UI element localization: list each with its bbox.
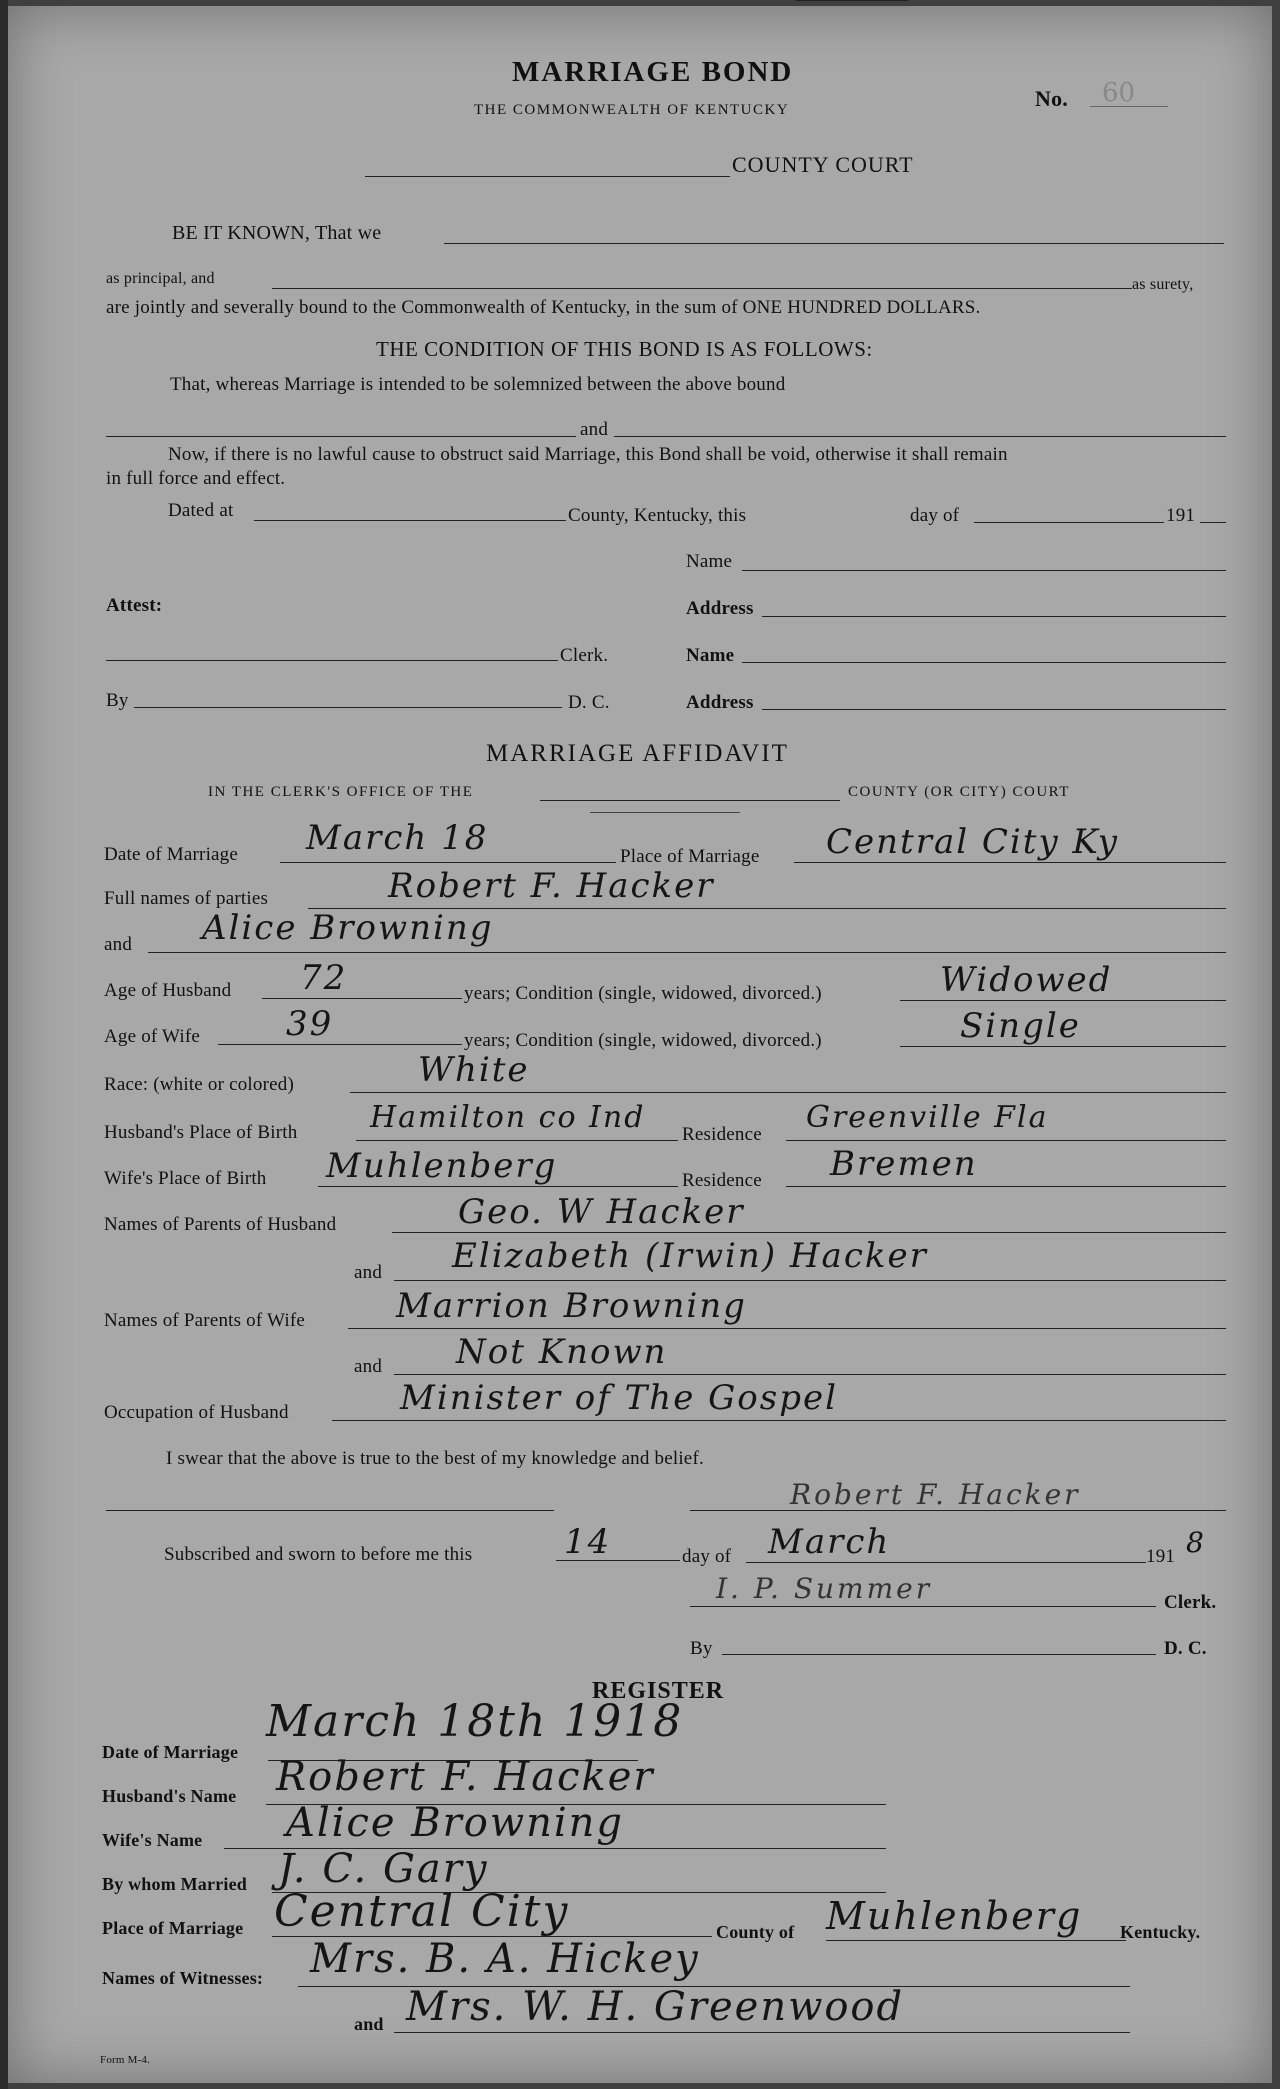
- principal-line: [444, 243, 1224, 244]
- affiant-line: [690, 1510, 1226, 1511]
- subscribed-label: Subscribed and sworn to before me this: [164, 1544, 473, 1565]
- affidavit-clerk-label: Clerk.: [1164, 1592, 1217, 1613]
- full-names-label: Full names of parties: [104, 888, 269, 909]
- jointly-bound: are jointly and severally bound to the Commonwealth of Kentucky, in the sum of ONE HUNDRED DOLLARS.: [106, 297, 981, 318]
- by-label: By: [106, 690, 129, 711]
- register-witness1-value: Mrs. B. A. Hickey: [310, 1936, 700, 1982]
- register-husband-value: Robert F. Hacker: [276, 1754, 655, 1800]
- husband-full-name-value: Robert F. Hacker: [388, 866, 715, 906]
- register-witness2-value: Mrs. W. H. Greenwood: [406, 1984, 905, 2030]
- age-husband-label: Age of Husband: [104, 980, 232, 1001]
- condition-wife-label: years; Condition (single, widowed, divorced.): [464, 1030, 822, 1051]
- name1-label: Name: [686, 551, 733, 572]
- age-wife-line: [218, 1044, 462, 1045]
- dated-at-label: Dated at: [168, 500, 234, 521]
- wife-birthplace-label: Wife's Place of Birth: [104, 1168, 267, 1189]
- register-officiant-value: J. C. Gary: [278, 1846, 489, 1892]
- register-husband-label: Husband's Name: [102, 1786, 237, 1806]
- husband-mother-value: Elizabeth (Irwin) Hacker: [452, 1236, 928, 1276]
- place-line: [794, 862, 1226, 863]
- husband-father-value: Geo. W Hacker: [458, 1192, 745, 1232]
- and-label: and: [580, 419, 609, 440]
- parents-wife-line: [348, 1328, 1226, 1329]
- and-wife-mother-label: and: [354, 1356, 383, 1377]
- bond-subtitle: THE COMMONWEALTH OF KENTUCKY: [474, 102, 790, 118]
- affiant-signature: Robert F. Hacker: [790, 1478, 1081, 1511]
- register-date-value: March 18th 1918: [266, 1696, 684, 1747]
- race-label: Race: (white or colored): [104, 1074, 294, 1095]
- affidavit-county-line: [540, 800, 840, 801]
- register-county-value: Muhlenberg: [826, 1894, 1083, 1938]
- husband-birthplace-line: [356, 1140, 678, 1141]
- be-it-known: BE IT KNOWN, That we: [172, 222, 382, 244]
- sworn-month-value: March: [768, 1522, 891, 1562]
- husband-residence-value: Greenville Fla: [806, 1100, 1049, 1135]
- as-principal: as principal, and: [106, 270, 215, 287]
- condition-husband-label: years; Condition (single, widowed, divorced.): [464, 983, 822, 1004]
- as-surety: as surety,: [1132, 276, 1194, 293]
- husband-birthplace-value: Hamilton co Ind: [370, 1100, 646, 1135]
- sworn-day-value: 14: [564, 1522, 612, 1562]
- register-officiant-label: By whom Married: [102, 1874, 247, 1894]
- county-court-label: COUNTY COURT: [732, 152, 914, 177]
- affidavit-title: MARRIAGE AFFIDAVIT: [486, 740, 789, 767]
- sworn-month-line: [746, 1562, 1146, 1563]
- address2-label: Address: [686, 692, 754, 713]
- condition-husband-line: [900, 1000, 1226, 1001]
- date-of-marriage-label: Date of Marriage: [104, 844, 239, 865]
- county-line: [365, 176, 730, 177]
- month-line: [974, 522, 1164, 523]
- wife-father-value: Marrion Browning: [396, 1286, 747, 1326]
- whereas-text: That, whereas Marriage is intended to be solemnized between the above bound: [170, 374, 786, 395]
- husband-residence-label: Residence: [682, 1124, 762, 1145]
- affiant-left-line: [106, 1510, 554, 1511]
- clerk-line: [106, 660, 558, 661]
- age-wife-label: Age of Wife: [104, 1026, 201, 1047]
- bond-number-label: No.: [1035, 86, 1068, 111]
- full-force-text: in full force and effect.: [106, 468, 286, 489]
- day-line: [796, 0, 908, 1]
- affidavit-county-line2: [590, 812, 740, 813]
- by-line: [134, 707, 562, 708]
- name1-line: [742, 570, 1226, 571]
- date-line: [280, 862, 616, 863]
- parents-husband-label: Names of Parents of Husband: [104, 1214, 337, 1235]
- form-number: Form M-4.: [100, 2054, 151, 2066]
- condition-heading: THE CONDITION OF THIS BOND IS AS FOLLOWS:: [376, 337, 873, 361]
- and-husband-mother-label: and: [354, 1262, 383, 1283]
- now-if-text: Now, if there is no lawful cause to obstruct said Marriage, this Bond shall be void, otherwise it shall remain: [168, 444, 1008, 465]
- sworn-year-prefix: 191: [1146, 1546, 1176, 1567]
- parents-husband-line: [392, 1232, 1226, 1233]
- register-title: REGISTER: [592, 1678, 725, 1704]
- wife-residence-label: Residence: [682, 1170, 762, 1191]
- wife-mother-line: [394, 1374, 1226, 1375]
- wife-birthplace-value: Muhlenberg: [326, 1146, 558, 1186]
- swear-text: I swear that the above is true to the best of my knowledge and belief.: [166, 1448, 704, 1469]
- year-191-label: 191: [1166, 505, 1196, 526]
- sworn-year-value: 8: [1186, 1526, 1206, 1559]
- day-of-label: day of: [910, 505, 960, 526]
- clerks-office-label: IN THE CLERK'S OFFICE OF THE: [208, 784, 474, 800]
- party2-line: [614, 436, 1226, 437]
- condition-wife-line: [900, 1046, 1226, 1047]
- condition-wife-value: Single: [960, 1006, 1081, 1046]
- wife-residence-line: [786, 1186, 1226, 1187]
- wife-name-line: [148, 952, 1226, 953]
- age-husband-line: [262, 998, 462, 999]
- county-ky-label: County, Kentucky, this: [568, 505, 747, 526]
- affidavit-by-line: [722, 1654, 1156, 1655]
- place-of-marriage-value: Central City Ky: [826, 822, 1119, 862]
- register-and-label: and: [354, 2014, 384, 2034]
- condition-husband-value: Widowed: [940, 960, 1113, 1000]
- clerk-signature: I. P. Summer: [716, 1572, 933, 1605]
- husband-mother-line: [394, 1280, 1226, 1281]
- clerk-label: Clerk.: [560, 645, 609, 666]
- occupation-label: Occupation of Husband: [104, 1402, 289, 1423]
- race-line: [350, 1092, 1226, 1093]
- wife-full-name-value: Alice Browning: [202, 908, 494, 948]
- register-witnesses-label: Names of Witnesses:: [102, 1968, 264, 1988]
- wife-birthplace-line: [318, 1186, 678, 1187]
- race-value: White: [418, 1050, 530, 1090]
- scan-border: [0, 0, 8, 2089]
- sworn-day-of-label: day of: [682, 1546, 732, 1567]
- clerk-sign-line: [690, 1606, 1156, 1607]
- surety-line: [272, 288, 1132, 289]
- parents-wife-label: Names of Parents of Wife: [104, 1310, 306, 1331]
- register-wife-value: Alice Browning: [286, 1800, 625, 1846]
- year-line: [1200, 522, 1226, 523]
- county-city-court-label: COUNTY (OR CITY) COURT: [848, 784, 1070, 800]
- place-of-marriage-label: Place of Marriage: [620, 846, 760, 867]
- bond-number: 60: [1102, 78, 1136, 108]
- name2-label: Name: [686, 645, 735, 666]
- register-county-of-label: County of: [716, 1922, 795, 1942]
- date-of-marriage-value: March 18: [306, 818, 489, 858]
- bond-title: MARRIAGE BOND: [512, 56, 794, 88]
- party1-line: [106, 436, 576, 437]
- register-place-value: Central City: [274, 1886, 570, 1937]
- attest-label: Attest:: [106, 595, 163, 616]
- register-county-line: [826, 1940, 1126, 1941]
- husband-residence-line: [786, 1140, 1226, 1141]
- register-wife-label: Wife's Name: [102, 1830, 203, 1850]
- wife-mother-value: Not Known: [456, 1332, 668, 1372]
- register-witness2-line: [394, 2032, 1130, 2033]
- register-date-label: Date of Marriage: [102, 1742, 239, 1762]
- dc-label: D. C.: [568, 692, 610, 713]
- occupation-line: [332, 1420, 1226, 1421]
- dated-at-line: [254, 520, 566, 521]
- address1-label: Address: [686, 598, 754, 619]
- husband-birthplace-label: Husband's Place of Birth: [104, 1122, 298, 1143]
- number-line: [1090, 106, 1168, 107]
- age-husband-value: 72: [300, 958, 348, 998]
- age-wife-value: 39: [286, 1004, 334, 1044]
- affidavit-dc-label: D. C.: [1164, 1638, 1207, 1659]
- address1-line: [762, 616, 1226, 617]
- occupation-value: Minister of The Gospel: [400, 1378, 838, 1418]
- register-kentucky-label: Kentucky.: [1120, 1922, 1201, 1942]
- and-wife-label: and: [104, 934, 133, 955]
- affidavit-by-label: By: [690, 1638, 713, 1659]
- name2-line: [742, 662, 1226, 663]
- register-place-label: Place of Marriage: [102, 1918, 244, 1938]
- address2-line: [762, 709, 1226, 710]
- wife-residence-value: Bremen: [830, 1144, 978, 1184]
